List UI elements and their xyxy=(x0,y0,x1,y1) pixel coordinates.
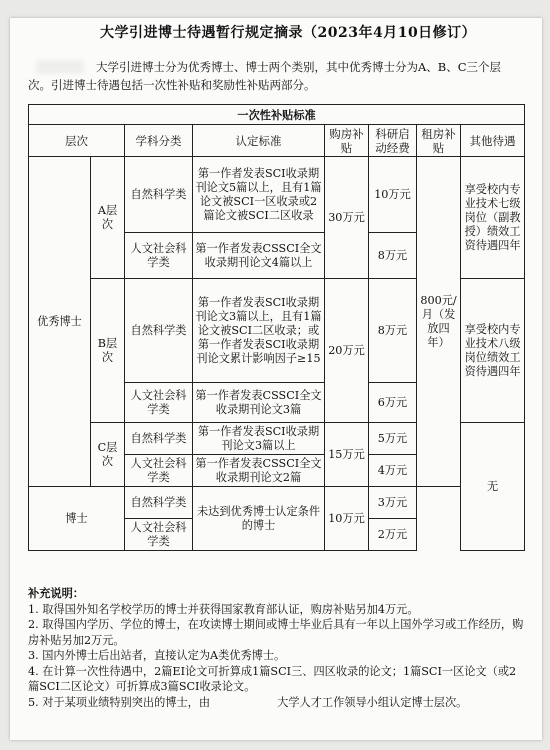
research-c-science: 5万元 xyxy=(369,423,417,455)
intro-text: 大学引进博士分为优秀博士、博士两个类别，其中优秀博士分为A、B、C三个层次。引进博士待遇包括一次性补贴和奖励性补贴两部分。 xyxy=(28,60,502,92)
excellent-phd-label: 优秀博士 xyxy=(29,157,91,487)
header-other: 其他待遇 xyxy=(461,125,525,157)
criteria-a-science: 第一作者发表SCI收录期刊论文5篇以上，且有1篇论文被SCI一区收录或2篇论文被SCI二区收录 xyxy=(193,157,325,233)
header-housing: 购房补贴 xyxy=(325,125,369,157)
header-level: 层次 xyxy=(29,125,125,157)
criteria-c-humanities: 第一作者发表CSSCI全文收录期刊论文2篇 xyxy=(193,455,325,487)
note-item: 3. 国内外博士后出站者，直接认定为A类优秀博士。 xyxy=(28,649,286,662)
header-rent: 租房补贴 xyxy=(417,125,461,157)
research-b-humanities: 6万元 xyxy=(369,383,417,423)
housing-a: 30万元 xyxy=(325,157,369,279)
note-item: 2. 取得国内学历、学位的博士，在攻读博士期间或博士毕业后具有一年以上国外学习或工作经历，购房补贴另加2万元。 xyxy=(28,618,524,647)
notes-heading: 补充说明： xyxy=(28,586,84,600)
research-phd-science: 3万元 xyxy=(369,487,417,519)
other-a: 享受校内专业技术七级岗位（副教授）绩效工资待遇四年 xyxy=(461,157,525,279)
research-a-humanities: 8万元 xyxy=(369,233,417,279)
research-b-science: 8万元 xyxy=(369,279,417,383)
section-title: 一次性补贴标准 xyxy=(29,105,525,125)
note-item: 1. 取得国外知名学校学历的博士并获得国家教育部认证，购房补贴另加4万元。 xyxy=(28,602,419,616)
discipline-humanities: 人文社会科学类 xyxy=(125,383,193,423)
other-c: 无 xyxy=(461,423,525,551)
housing-b: 20万元 xyxy=(325,279,369,423)
discipline-science: 自然科学类 xyxy=(125,279,193,383)
other-b: 享受校内专业技术八级岗位绩效工资待遇四年 xyxy=(461,279,525,423)
housing-phd: 10万元 xyxy=(325,487,369,551)
page-title: 大学引进博士待遇暂行规定摘录（2023年4月10日修订） xyxy=(100,25,477,41)
phd-label: 博士 xyxy=(29,487,125,551)
criteria-b-science: 第一作者发表SCI收录期刊论文3篇以上，且有1篇论文被SCI二区收录；或第一作者发表SCI收录期刊论文累计影响因子≥15 xyxy=(193,279,325,383)
research-a-science: 10万元 xyxy=(369,157,417,233)
discipline-science: 自然科学类 xyxy=(125,423,193,455)
header-research: 科研启动经费 xyxy=(369,125,417,157)
discipline-humanities: 人文社会科学类 xyxy=(125,519,193,551)
level-b: B层次 xyxy=(91,279,125,423)
supplementary-notes xyxy=(28,586,524,710)
criteria-phd: 未达到优秀博士认定条件的博士 xyxy=(193,487,325,551)
intro-paragraph xyxy=(28,58,518,94)
criteria-c-science: 第一作者发表SCI收录期刊论文3篇以上 xyxy=(193,423,325,455)
research-c-humanities: 4万元 xyxy=(369,455,417,487)
level-a: A层次 xyxy=(91,157,125,279)
header-criteria: 认定标准 xyxy=(193,125,325,157)
discipline-science: 自然科学类 xyxy=(125,157,193,233)
housing-c: 15万元 xyxy=(325,423,369,487)
level-c: C层次 xyxy=(91,423,125,487)
note-item: 5. 对于某项业绩特别突出的博士，由 大学人才工作领导小组认定博士层次。 xyxy=(28,695,468,709)
header-discipline: 学科分类 xyxy=(125,125,193,157)
research-phd-humanities: 2万元 xyxy=(369,519,417,551)
discipline-humanities: 人文社会科学类 xyxy=(125,233,193,279)
note-item: 4. 在计算一次性待遇中，2篇EI论文可折算成1篇SCI三、四区收录的论文；1篇SCI一区论文（或2篇SCI二区论文）可折算成3篇SCI收录论文。 xyxy=(28,664,517,693)
discipline-humanities: 人文社会科学类 xyxy=(125,455,193,487)
criteria-a-humanities: 第一作者发表CSSCI全文收录期刊论文4篇以上 xyxy=(193,233,325,279)
discipline-science: 自然科学类 xyxy=(125,487,193,519)
rent-subsidy: 800元/月（发放四年） xyxy=(417,157,461,487)
subsidy-table xyxy=(28,104,525,551)
criteria-b-humanities: 第一作者发表CSSCI全文收录期刊论文3篇 xyxy=(193,383,325,423)
